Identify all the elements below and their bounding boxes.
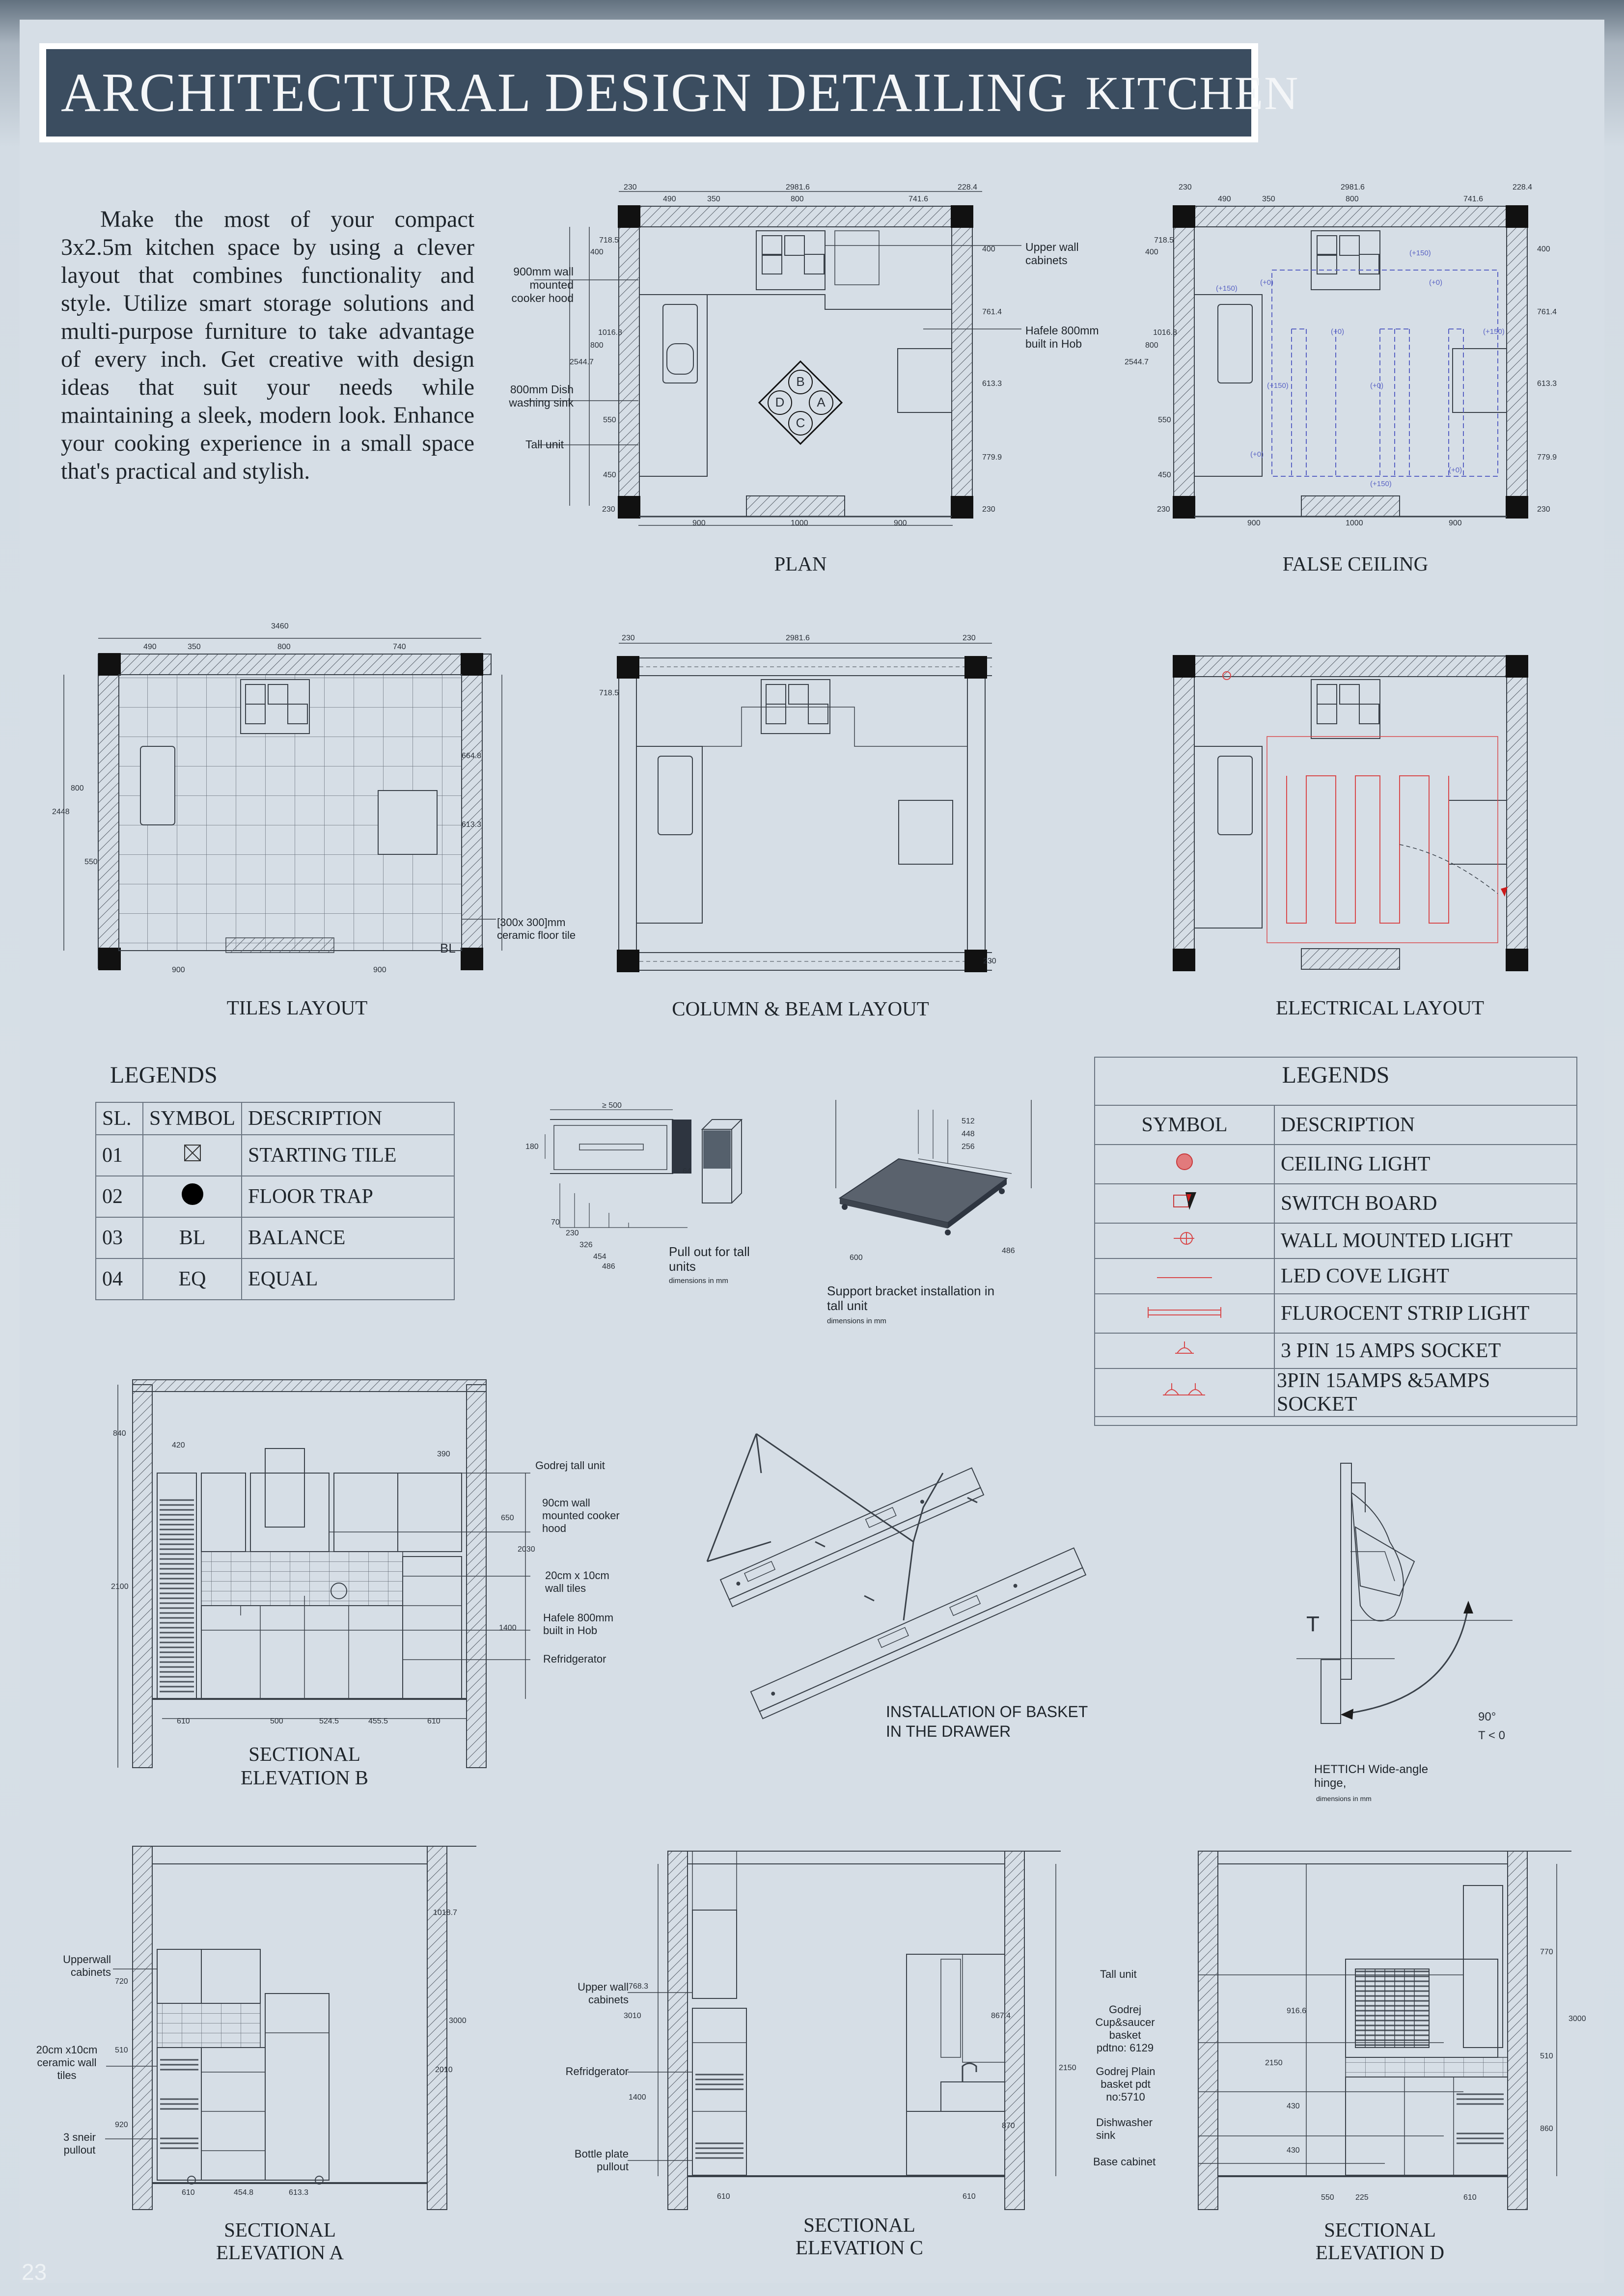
dim: 486 — [602, 1262, 615, 1271]
dim: 600 — [850, 1254, 863, 1262]
dim: 230 — [602, 505, 615, 514]
dim: 613.3 — [289, 2188, 309, 2197]
dim: 900 — [172, 966, 185, 974]
drawer-label: INSTALLATION OF BASKET IN THE DRAWER — [886, 1703, 1088, 1740]
elev-c-label-upper: Upper wall cabinets — [578, 1981, 629, 2006]
dim: 490 — [143, 643, 157, 651]
socket-15a-icon — [1172, 1339, 1197, 1357]
hinge-t: T — [1306, 1612, 1320, 1636]
dim: 400 — [982, 245, 995, 253]
dim: 70 — [551, 1218, 560, 1227]
dim: ≥ 500 — [602, 1101, 622, 1110]
dim: 420 — [172, 1441, 185, 1449]
legend-row — [96, 1135, 454, 1176]
dim: 500 — [270, 1717, 283, 1725]
elev-b-label-tall-unit: Godrej tall unit — [535, 1459, 605, 1472]
dim: 350 — [188, 643, 201, 651]
dim: 860 — [1540, 2125, 1553, 2133]
elev-b-label-hob: Hafele 800mm built in Hob — [543, 1612, 614, 1637]
dim: 2150 — [1265, 2059, 1283, 2067]
dim: 2030 — [518, 1545, 535, 1554]
dim: 610 — [1463, 2193, 1477, 2202]
floor-legend-table — [95, 1102, 455, 1300]
dim: 740 — [393, 643, 406, 651]
dim: 840 — [113, 1429, 126, 1438]
electrical-legend-title: LEGENDS — [1282, 1062, 1390, 1088]
caption-line: ELEVATION A — [216, 2241, 344, 2264]
elev-b-label-tiles: 20cm x 10cm wall tiles — [545, 1569, 609, 1594]
dim: 490 — [1218, 195, 1231, 203]
legend-row — [96, 1176, 454, 1217]
legend-header-description: DESCRIPTION — [242, 1102, 454, 1135]
dim: 230 — [982, 505, 995, 514]
dim: 524.5 — [319, 1717, 339, 1725]
dim: 230 — [1537, 505, 1550, 514]
caption-electrical: ELECTRICAL LAYOUT — [1275, 996, 1484, 1019]
ceiling-level: (+150) — [1409, 249, 1431, 257]
dim: 610 — [963, 2192, 976, 2201]
plan-label-hob: Hafele 800mm built in Hob — [1025, 324, 1099, 350]
dim: 610 — [427, 1717, 440, 1725]
dim: 3000 — [1569, 2015, 1586, 2023]
dim: 900 — [692, 519, 706, 527]
caption-elevation-a — [192, 2218, 368, 2264]
elev-d-label-cup: Godrej Cup&saucer basket pdtno: 6129 — [1095, 2003, 1155, 2054]
caption-line: SECTIONAL — [803, 2214, 915, 2236]
dim: 770 — [1540, 1948, 1553, 1956]
caption-plan: PLAN — [774, 552, 827, 575]
elev-d-label-plain: Godrej Plain basket pdt no:5710 — [1096, 2065, 1156, 2103]
electrical-layout-drawing — [1105, 629, 1596, 992]
caption-elevation-d — [1292, 2218, 1468, 2264]
dim: 230 — [1157, 505, 1170, 514]
dim: 1000 — [791, 519, 808, 527]
dim: 610 — [717, 2192, 730, 2201]
socket-15a-5a-icon — [1160, 1381, 1209, 1399]
legend-row — [1095, 1368, 1577, 1417]
hinge-label: HETTICH Wide-angle hinge, — [1314, 1763, 1429, 1790]
dim: 225 — [1355, 2193, 1369, 2202]
plan-label-upper-cabinets: Upper wall cabinets — [1025, 241, 1079, 267]
dim: 1400 — [499, 1624, 517, 1632]
dim: 230 — [1179, 183, 1192, 191]
legend-desc: BALANCE — [242, 1217, 454, 1258]
dim: 1018.7 — [433, 1909, 457, 1917]
electrical-legend-table — [1094, 1105, 1577, 1417]
dim: 741.6 — [1463, 195, 1484, 203]
caption-false-ceiling: FALSE CEILING — [1282, 552, 1429, 575]
dim: 768.3 — [629, 1982, 649, 1991]
dim: 867.4 — [991, 2012, 1011, 2020]
elev-b-label-hood: 90cm wall mounted cooker hood — [542, 1497, 620, 1534]
title-banner — [39, 43, 1299, 142]
dim: 454.8 — [234, 2188, 254, 2197]
caption-line: SECTIONAL — [224, 2218, 336, 2241]
dim: 800 — [590, 341, 604, 350]
dim: 761.4 — [1537, 308, 1557, 316]
tiles-layout-drawing — [29, 619, 521, 982]
ceiling-level: (+150) — [1370, 480, 1392, 488]
dim: 448 — [962, 1130, 975, 1138]
dim: 800 — [71, 784, 84, 793]
bracket-note: dimensions in mm — [827, 1317, 886, 1325]
dim: 800 — [1145, 341, 1158, 350]
dim: 430 — [1287, 2146, 1300, 2155]
dim: 800 — [791, 195, 804, 203]
dim: 550 — [1321, 2193, 1334, 2202]
dim: 510 — [1540, 2052, 1553, 2060]
elevation-d-drawing — [1169, 1836, 1601, 2210]
strip-light-icon — [1145, 1305, 1224, 1320]
dim: 2448 — [52, 808, 70, 816]
dim: 613.3 — [982, 380, 1002, 388]
dim: 800 — [277, 643, 291, 651]
pullout-detail-drawing — [506, 1100, 781, 1306]
dim: 455.5 — [368, 1717, 388, 1725]
compass-c: C — [796, 415, 805, 430]
dim: 2544.7 — [1125, 358, 1149, 366]
ceiling-level: (+150) — [1483, 328, 1505, 336]
pullout-label: Pull out for tall units — [669, 1244, 750, 1274]
elevation-b-drawing — [93, 1375, 535, 1777]
tiles-label-ceramic: [300x 300]mm ceramic floor tile — [497, 916, 576, 941]
ceiling-level: (+150) — [1216, 284, 1238, 293]
caption-elevation-c — [771, 2214, 948, 2259]
plan-drawing — [491, 182, 1002, 545]
plan-label-sink: 800mm Dish washing sink — [509, 383, 574, 409]
dim: 916.6 — [1287, 2007, 1307, 2015]
dim: 2981.6 — [786, 183, 810, 191]
dim: 230 — [566, 1229, 579, 1237]
legend-desc: SWITCH BOARD — [1274, 1184, 1577, 1223]
elev-a-label-tiles: 20cm x10cm ceramic wall tiles — [36, 2044, 98, 2081]
dim: 450 — [603, 471, 616, 479]
ceiling-level: (+0) — [1449, 466, 1462, 474]
caption-line: ELEVATION D — [1315, 2241, 1445, 2264]
dim: 64 — [683, 1167, 691, 1175]
hinge-condition: T < 0 — [1478, 1729, 1505, 1742]
dim: 718.5 — [1154, 236, 1174, 245]
plan-label-hood: 900mm wall mounted cooker hood — [511, 265, 574, 304]
dim: 613.3 — [1537, 380, 1557, 388]
elev-d-label-dishwasher: Dishwasher sink — [1096, 2116, 1153, 2141]
dim: 920 — [115, 2121, 128, 2129]
caption-line: SECTIONAL — [248, 1743, 360, 1765]
dim: 400 — [1537, 245, 1550, 253]
column-beam-drawing — [589, 629, 1031, 992]
dim: 2981.6 — [1341, 183, 1365, 191]
dim: 664.8 — [462, 752, 482, 760]
compass-a: A — [817, 395, 826, 410]
elev-c-label-fridge: Refridgerator — [565, 2065, 629, 2077]
hinge-angle: 90° — [1478, 1710, 1496, 1723]
dim: 490 — [663, 195, 676, 203]
dim: 779.9 — [1537, 453, 1557, 462]
dim: 650 — [501, 1514, 514, 1522]
hinge-detail-drawing — [1267, 1453, 1532, 1768]
led-cove-icon — [1155, 1273, 1214, 1283]
dim: 1016.8 — [598, 328, 622, 337]
dim: 1000 — [1346, 519, 1363, 527]
dim: 400 — [1145, 248, 1158, 256]
dim: 613.3 — [462, 820, 482, 829]
dim: 3000 — [449, 2017, 467, 2025]
dim: 900 — [1449, 519, 1462, 527]
legend-row — [96, 1217, 454, 1258]
dim: 2544.7 — [570, 358, 594, 366]
dim: 180 — [525, 1143, 539, 1151]
ceiling-level: (+0) — [1370, 382, 1384, 390]
plan-label-tall-unit: Tall unit — [525, 438, 564, 451]
legend-row — [1095, 1145, 1577, 1184]
dim: 720 — [115, 1977, 128, 1986]
page-number: 23 — [22, 2259, 47, 2285]
page-title: ARCHITECTURAL DESIGN DETAILING — [61, 62, 1068, 123]
false-ceiling-drawing — [1105, 182, 1596, 545]
dim: 430 — [1287, 2102, 1300, 2110]
dim: 256 — [962, 1143, 975, 1151]
caption-line: SECTIONAL — [1324, 2218, 1436, 2241]
ceiling-level: (+0) — [1429, 278, 1443, 287]
elev-d-label-base: Base cabinet — [1093, 2156, 1156, 2168]
bracket-label: Support bracket installation in tall unit — [827, 1284, 995, 1313]
dim: 550 — [603, 416, 616, 424]
dim: 610 — [177, 1717, 190, 1725]
dim: 390 — [437, 1450, 450, 1458]
caption-column-beam: COLUMN & BEAM LAYOUT — [672, 997, 929, 1020]
elec-header-description: DESCRIPTION — [1274, 1105, 1577, 1145]
legend-row — [1095, 1333, 1577, 1368]
elevation-a-drawing — [83, 1836, 476, 2210]
dim: 350 — [707, 195, 720, 203]
caption-line: ELEVATION C — [795, 2236, 924, 2259]
ceiling-level: (+0) — [1250, 450, 1264, 459]
dim: 900 — [373, 966, 386, 974]
dim: 3460 — [271, 622, 289, 630]
dim: 326 — [579, 1241, 593, 1249]
legend-sl: 02 — [96, 1176, 143, 1217]
dim: 718.5 — [599, 236, 619, 245]
bracket-detail-drawing — [825, 1100, 1041, 1267]
dim: 741.6 — [908, 195, 929, 203]
compass-b: B — [796, 374, 805, 389]
legend-desc: EQUAL — [242, 1258, 454, 1300]
dim: 228.4 — [1513, 183, 1533, 191]
floor-trap-icon — [180, 1182, 205, 1206]
dim: 779.9 — [982, 453, 1002, 462]
legend-desc: FLOOR TRAP — [242, 1176, 454, 1217]
dim: 1400 — [629, 2093, 646, 2102]
dim: 2150 — [1059, 2064, 1076, 2072]
dim: 512 — [962, 1117, 975, 1125]
dim: 550 — [1158, 416, 1171, 424]
dim: 350 — [1262, 195, 1275, 203]
dim: 900 — [894, 519, 907, 527]
dim: 228.4 — [958, 183, 978, 191]
switch-board-icon — [1170, 1190, 1199, 1212]
dim: 870 — [1002, 2122, 1015, 2130]
legend-symbol-eq: EQ — [143, 1258, 242, 1300]
legend-sl: 03 — [96, 1217, 143, 1258]
wall-light-icon — [1170, 1229, 1199, 1248]
legend-row — [1095, 1258, 1577, 1294]
legend-desc: FLUROCENT STRIP LIGHT — [1274, 1294, 1577, 1333]
starting-tile-icon — [183, 1143, 202, 1163]
caption-line: ELEVATION B — [240, 1766, 369, 1789]
legend-desc: CEILING LIGHT — [1274, 1145, 1577, 1184]
pullout-note: dimensions in mm — [669, 1277, 728, 1285]
dim: 400 — [590, 248, 604, 256]
legend-header-symbol: SYMBOL — [143, 1102, 242, 1135]
elev-d-label-tall: Tall unit — [1100, 1968, 1137, 1980]
caption-elevation-b — [216, 1742, 393, 1789]
legend-desc: STARTING TILE — [242, 1135, 454, 1176]
dim: 450 — [1158, 471, 1171, 479]
ceiling-level: (+0) — [1331, 328, 1345, 336]
floor-legend-title: LEGENDS — [110, 1062, 218, 1088]
elev-c-label-bottle: Bottle plate pullout — [574, 2148, 629, 2173]
dim: 761.4 — [982, 308, 1002, 316]
legend-desc: 3PIN 15AMPS &5AMPS SOCKET — [1274, 1368, 1577, 1417]
hinge-note: dimensions in mm — [1316, 1795, 1372, 1803]
legend-header-sl: SL. — [96, 1102, 143, 1135]
dim: 230 — [963, 634, 976, 642]
caption-tiles: TILES LAYOUT — [226, 996, 368, 1019]
ceiling-level: (+150) — [1267, 382, 1289, 390]
dim: 900 — [1247, 519, 1261, 527]
intro-paragraph: Make the most of your compact 3x2.5m kitchen space by using a clever layout that combines functionality and style. Utilize smart storage solutions and multi-purpose furniture to take advantage of every inch. Get creative with design ideas that suit your needs while maintaining a sleek, modern look. Enhance your cooking experience in a small space that's practical and stylish. — [61, 206, 474, 484]
dim: 510 — [115, 2046, 128, 2054]
dim: 610 — [182, 2188, 195, 2197]
dim: 230 — [983, 957, 996, 965]
legend-symbol-bl: BL — [143, 1217, 242, 1258]
legend-sl: 04 — [96, 1258, 143, 1300]
legend-desc: WALL MOUNTED LIGHT — [1274, 1223, 1577, 1258]
legend-row — [1095, 1294, 1577, 1333]
legend-row — [1095, 1223, 1577, 1258]
elev-a-label-pullout: 3 sneir pullout — [63, 2131, 96, 2156]
legend-row — [96, 1258, 454, 1300]
elevation-c-drawing — [619, 1836, 1090, 2210]
dim: 3010 — [624, 2012, 641, 2020]
dim: 2981.6 — [786, 634, 810, 642]
dim: 230 — [624, 183, 637, 191]
dim: 454 — [593, 1253, 606, 1261]
dim: 2010 — [435, 2066, 453, 2074]
tile-balance-mark: BL — [440, 941, 456, 956]
page-subtitle: KITCHEN — [1085, 66, 1299, 119]
dim: 1016.8 — [1153, 328, 1177, 337]
elev-a-label-upper: Upperwall cabinets — [63, 1953, 111, 1978]
compass-d: D — [775, 395, 785, 410]
dim: 550 — [84, 858, 98, 866]
dim: 718.5 — [599, 689, 619, 697]
legend-desc: 3 PIN 15 AMPS SOCKET — [1274, 1333, 1577, 1368]
legend-sl: 01 — [96, 1135, 143, 1176]
dim: 230 — [622, 634, 635, 642]
dim: 800 — [1346, 195, 1359, 203]
ceiling-light-icon — [1175, 1152, 1194, 1172]
elec-header-symbol: SYMBOL — [1095, 1105, 1274, 1145]
dim: 486 — [1002, 1247, 1015, 1255]
legend-desc: LED COVE LIGHT — [1274, 1258, 1577, 1294]
ceiling-level: (+0) — [1260, 278, 1274, 287]
dim: 2100 — [111, 1583, 129, 1591]
elev-b-label-fridge: Refridgerator — [543, 1653, 606, 1665]
legend-row — [1095, 1184, 1577, 1223]
